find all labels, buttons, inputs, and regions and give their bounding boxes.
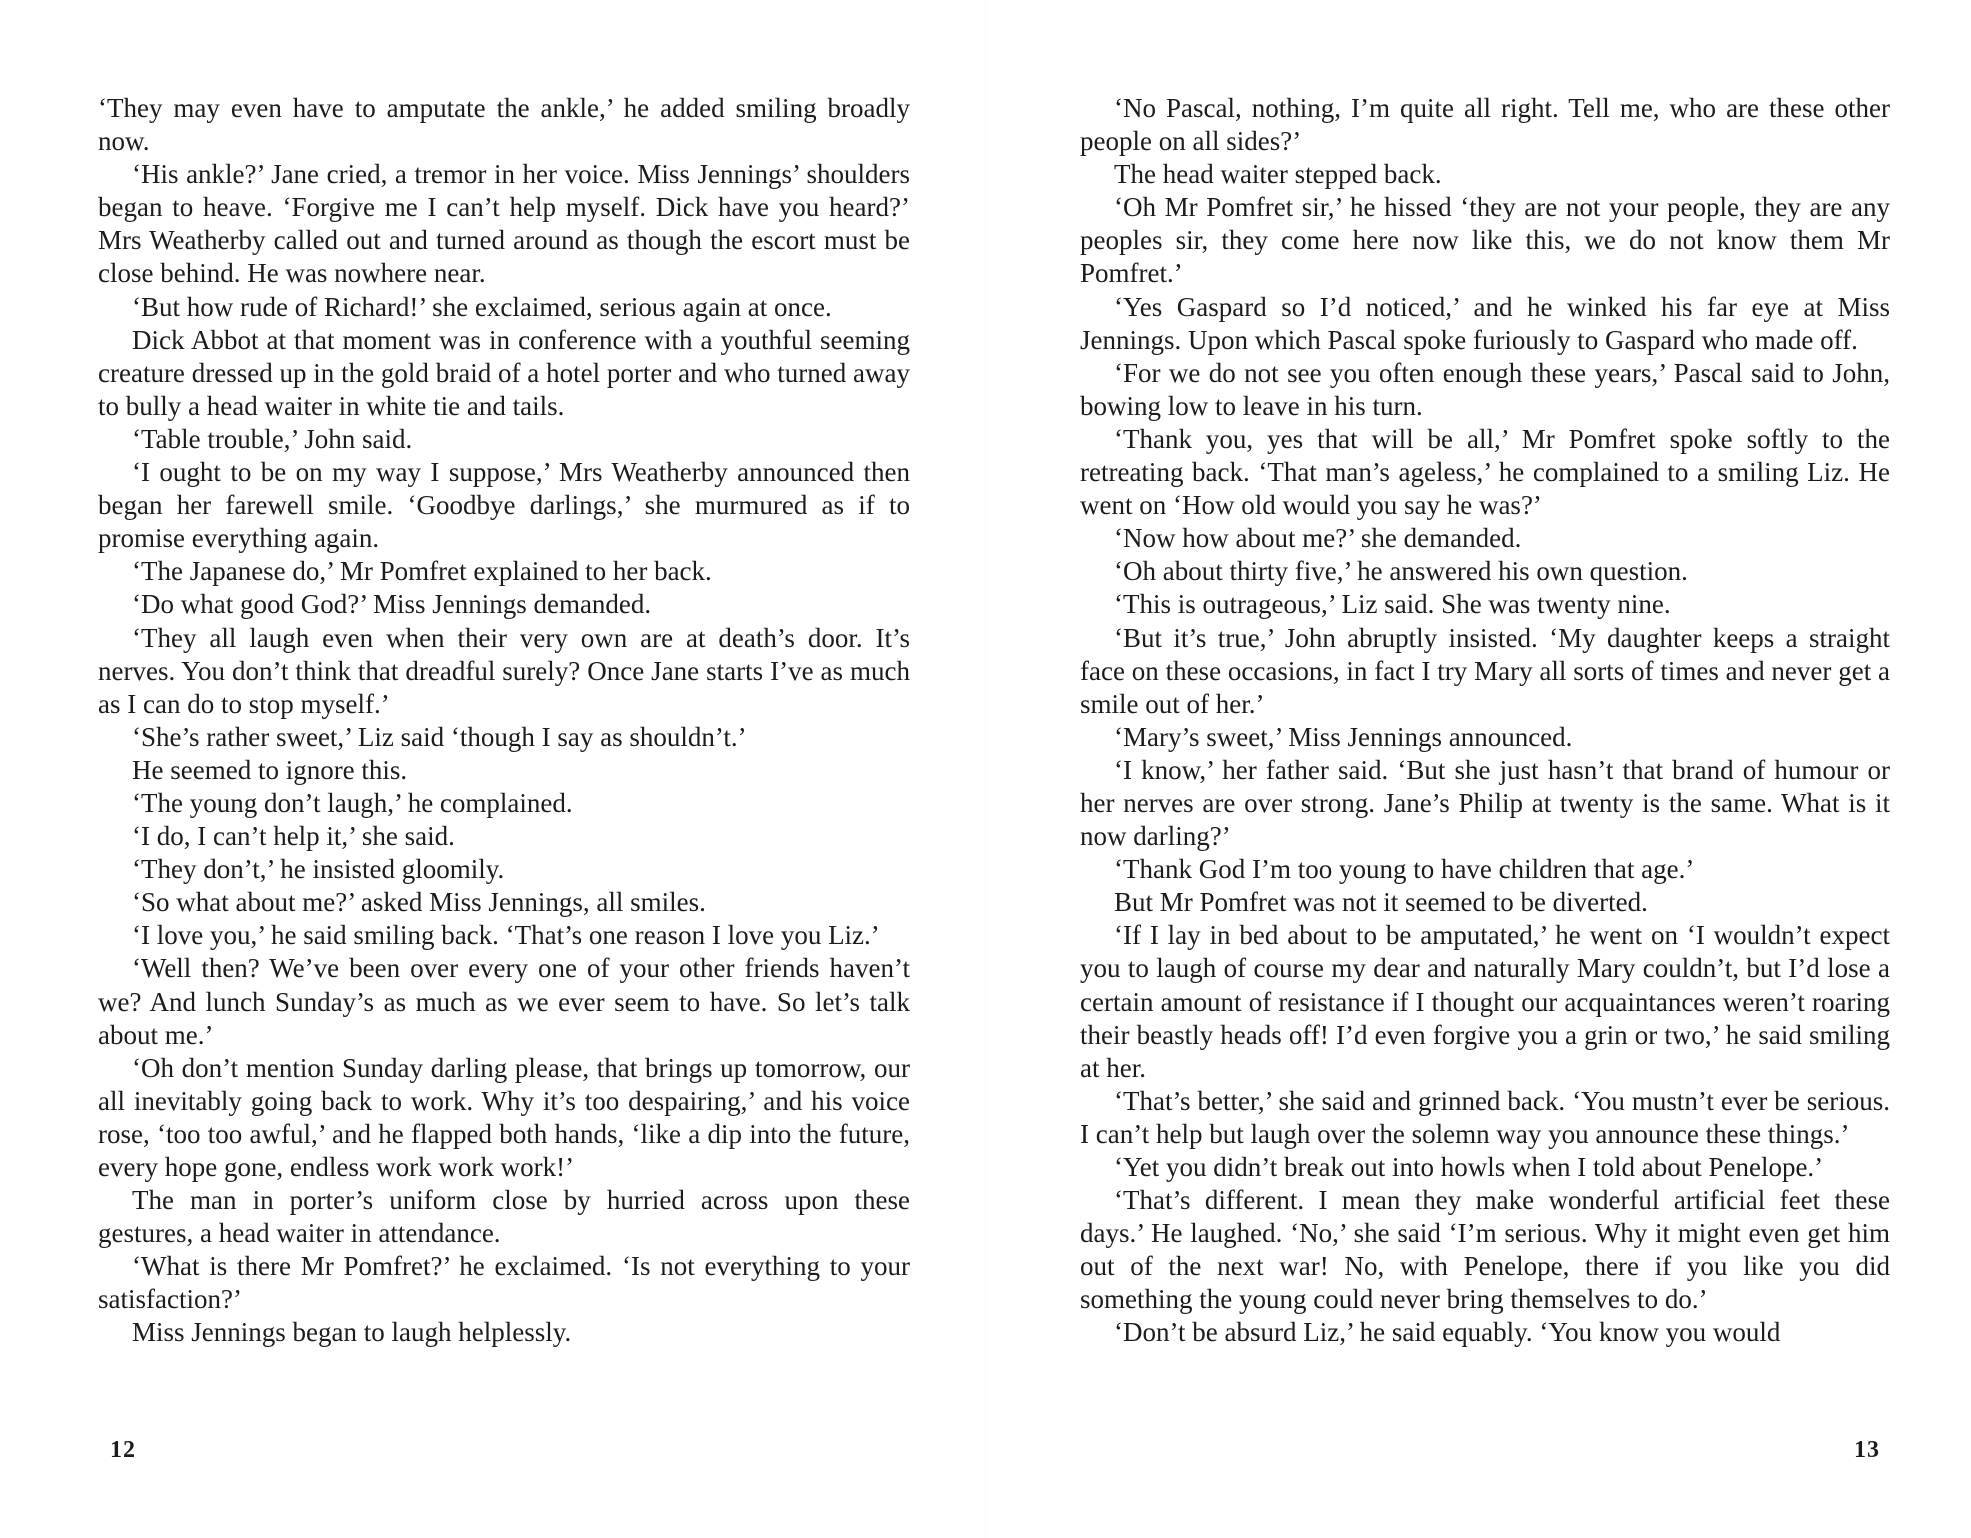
paragraph: ‘Mary’s sweet,’ Miss Jennings announced. <box>1114 721 1573 752</box>
paragraph: ‘That’s different. I mean they make wonderful artificial feet these days.’ He laughed. ‘No,’ she said ‘I’m serious. Why it might even get him out of the next war! No, with Penelope, there if you like you did something the young could never bring themselves to do.’ <box>1080 1185 1890 1315</box>
paragraph: But Mr Pomfret was not it seemed to be diverted. <box>1114 887 1648 918</box>
paragraph: ‘For we do not see you often enough these years,’ Pascal said to John, bowing low to leave in his turn. <box>1080 357 1890 421</box>
paragraph: The head waiter stepped back. <box>1114 159 1442 190</box>
paragraph: ‘But how rude of Richard!’ she exclaimed, serious again at once. <box>132 291 832 322</box>
paragraph: ‘Oh don’t mention Sunday darling please, that brings up tomorrow, our all inevitably going back to work. Why it’s too despairing,’ and his voice rose, ‘too too awful,’ and he flapped both hands, ‘like a dip into the future, every hope gone, endless work work work!’ <box>98 1052 910 1182</box>
paragraph: ‘The young don’t laugh,’ he complained. <box>132 787 573 818</box>
paragraph: The man in porter’s uniform close by hurried across upon these gestures, a head waiter in attendance. <box>98 1185 910 1249</box>
right-page-text <box>1080 92 1890 1350</box>
paragraph: ‘But it’s true,’ John abruptly insisted. ‘My daughter keeps a straight face on these occasions, in fact I try Mary all sorts of times and never get a smile out of her.’ <box>1080 622 1890 719</box>
paragraph: ‘I ought to be on my way I suppose,’ Mrs Weatherby announced then began her farewell smile. ‘Goodbye darlings,’ she murmured as if to promise everything again. <box>98 457 910 554</box>
paragraph: ‘Now how about me?’ she demanded. <box>1114 523 1522 554</box>
paragraph: ‘They all laugh even when their very own are at death’s door. It’s nerves. You don’t think that dreadful surely? Once Jane starts I’ve as much as I can do to stop myself.’ <box>98 622 910 719</box>
paragraph: ‘What is there Mr Pomfret?’ he exclaimed. ‘Is not everything to your satisfaction?’ <box>98 1251 910 1315</box>
paragraph: Dick Abbot at that moment was in conference with a youthful seeming creature dressed up in the gold braid of a hotel porter and who turned away to bully a head waiter in white tie and tails. <box>98 324 910 421</box>
paragraph: Miss Jennings began to laugh helplessly. <box>132 1317 572 1348</box>
book-gutter <box>985 0 987 1538</box>
paragraph: ‘She’s rather sweet,’ Liz said ‘though I say as shouldn’t.’ <box>132 721 747 752</box>
paragraph: ‘Do what good God?’ Miss Jennings demanded. <box>132 589 652 620</box>
paragraph: ‘They don’t,’ he insisted gloomily. <box>132 854 505 885</box>
paragraph: ‘This is outrageous,’ Liz said. She was twenty nine. <box>1114 589 1671 620</box>
paragraph: ‘They may even have to amputate the ankle,’ he added smiling broadly now. <box>98 93 910 157</box>
paragraph: ‘I do, I can’t help it,’ she said. <box>132 821 455 852</box>
paragraph: ‘If I lay in bed about to be amputated,’ he went on ‘I wouldn’t expect you to laugh of course my dear and naturally Mary couldn’t, but I’d lose a certain amount of resistance if I thought our acquaintances weren’t roaring their beastly heads off! I’d even forgive you a grin or two,’ he said smiling at her. <box>1080 920 1890 1083</box>
paragraph: ‘Yet you didn’t break out into howls when I told about Penelope.’ <box>1114 1152 1824 1182</box>
paragraph: ‘Don’t be absurd Liz,’ he said equably. ‘You know you would <box>1114 1317 1781 1348</box>
paragraph: ‘That’s better,’ she said and grinned back. ‘You mustn’t ever be serious. I can’t help but laugh over the solemn way you announce these things.’ <box>1080 1085 1890 1149</box>
paragraph: ‘Table trouble,’ John said. <box>132 423 413 454</box>
paragraph: He seemed to ignore this. <box>132 754 408 785</box>
paragraph: ‘Yes Gaspard so I’d noticed,’ and he winked his far eye at Miss Jennings. Upon which Pascal spoke furiously to Gaspard who made off. <box>1080 291 1890 355</box>
paragraph: ‘Thank God I’m too young to have children that age.’ <box>1114 854 1695 885</box>
page-number-left: 12 <box>110 1437 136 1463</box>
page-number-right: 13 <box>1854 1437 1880 1463</box>
paragraph: ‘So what about me?’ asked Miss Jennings, all smiles. <box>132 887 706 918</box>
paragraph: ‘I know,’ her father said. ‘But she just hasn’t that brand of humour or her nerves are over strong. Jane’s Philip at twenty is the same. What is it now darling?’ <box>1080 754 1890 852</box>
paragraph: ‘Oh about thirty five,’ he answered his own question. <box>1114 556 1688 587</box>
paragraph: ‘I love you,’ he said smiling back. ‘That’s one reason I love you Liz.’ <box>132 920 880 951</box>
paragraph: ‘No Pascal, nothing, I’m quite all right. Tell me, who are these other people on all sides?’ <box>1080 93 1890 157</box>
paragraph: ‘Thank you, yes that will be all,’ Mr Pomfret spoke softly to the retreating back. ‘That man’s ageless,’ he complained to a smiling Liz. He went on ‘How old would you say he was?’ <box>1080 423 1890 521</box>
paragraph: ‘Oh Mr Pomfret sir,’ he hissed ‘they are not your people, they are any peoples sir, they come here now like this, we do not know them Mr Pomfret.’ <box>1080 192 1890 289</box>
left-page-text <box>98 92 910 1350</box>
paragraph: ‘The Japanese do,’ Mr Pomfret explained to her back. <box>132 556 712 587</box>
paragraph: ‘Well then? We’ve been over every one of your other friends haven’t we? And lunch Sunday’s as much as we ever seem to have. So let’s talk about me.’ <box>98 953 910 1050</box>
paragraph: ‘His ankle?’ Jane cried, a tremor in her voice. Miss Jennings’ shoulders began to heave. ‘Forgive me I can’t help myself. Dick have you heard?’ Mrs Weatherby called out and turned around as though the escort must be close behind. He was nowhere near. <box>98 159 910 289</box>
